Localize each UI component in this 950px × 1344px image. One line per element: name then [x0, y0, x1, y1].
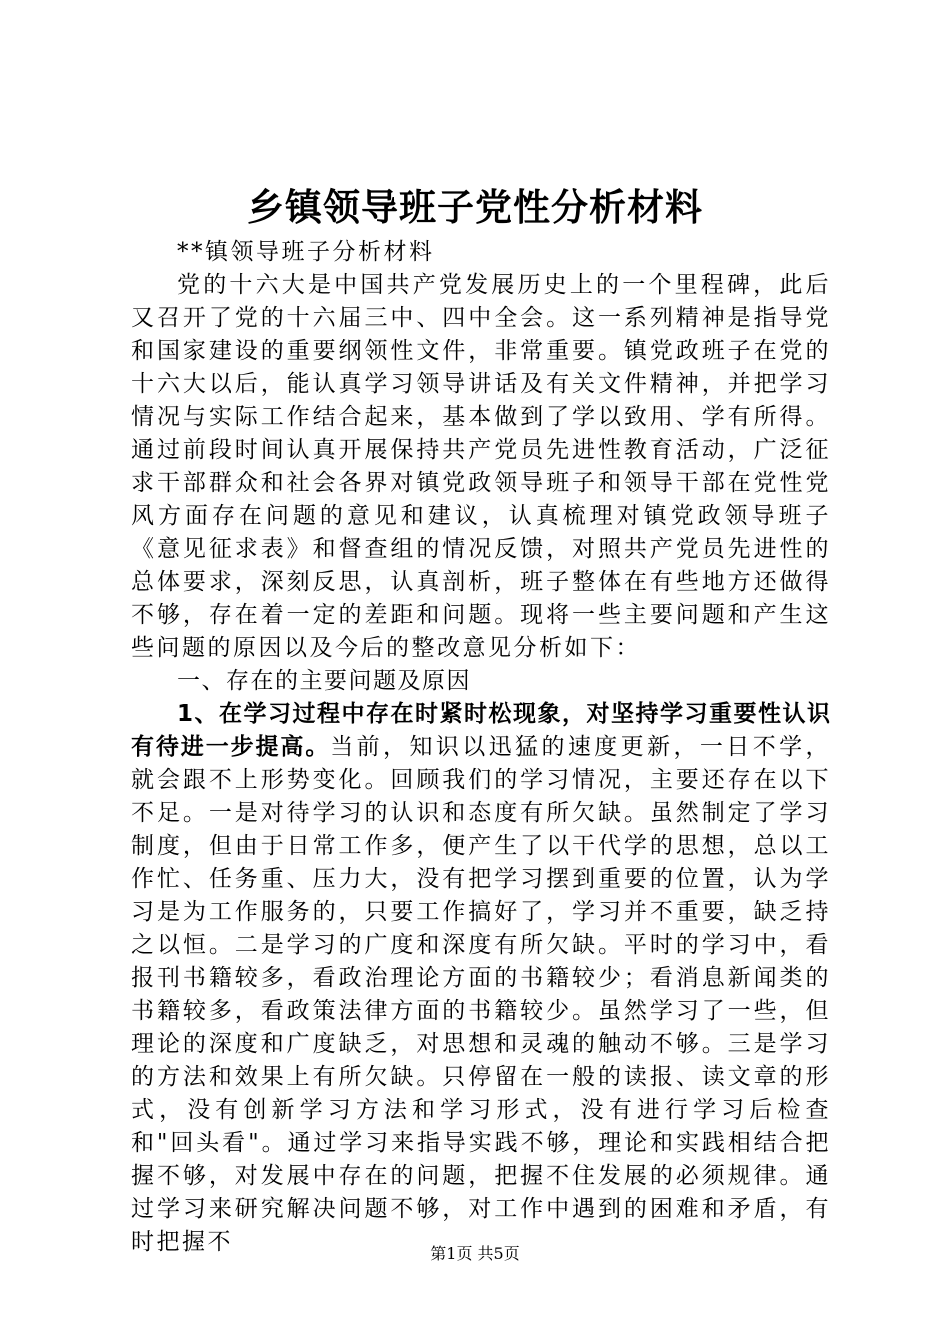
section-heading: 一、存在的主要问题及原因 [177, 668, 471, 694]
document-title: 乡镇领导班子党性分析材料 [247, 185, 703, 229]
item-heading: 1、在学习过程中存在时紧时松现象，对坚持学习重要性认识有待进一步提高。 [131, 701, 831, 760]
item-body: 当前，知识以迅猛的速度更新，一日不学，就会跟不上形势变化。回顾我们的学习情况，主要还存在以下不足。一是对待学习的认识和态度有所欠缺。虽然制定了学习制度，但由于日常工作多，便产生了以干代学的思想，总以工作忙、任务重、压力大，没有把学习摆到重要的位置，认为学习是为工作服务的，只要工作搞好了，学习并不重要，缺乏持之以恒。二是学习的广度和深度有所欠缺。平时的学习中，看报刊书籍较多，看政治理论方面的书籍较少；看消息新闻类的书籍较多，看政策法律方面的书籍较少。虽然学习了一些，但理论的深度和广度缺乏，对思想和灵魂的触动不够。三是学习的方法和效果上有所欠缺。只停留在一般的读报、读文章的形式，没有创新学习方法和学习形式，没有进行学习后检查和"回头看"。通过学习来指导实践不够，理论和实践相结合把握不够，对发展中存在的问题，把握不住发展的必须规律。通过学习来研究解决问题不够，对工作中遇到的困难和矛盾，有时把握不 [131, 734, 832, 1255]
document-subtitle: **镇领导班子分析材料 [177, 239, 435, 265]
document-body [131, 236, 831, 1259]
item-paragraph [131, 698, 831, 1259]
page-footer: 第1页 共5页 [430, 1244, 520, 1263]
intro-paragraph: 党的十六大是中国共产党发展历史上的一个里程碑，此后又召开了党的十六届三中、四中全会。这一系列精神是指导党和国家建设的重要纲领性文件，非常重要。镇党政班子在党的十六大以后，能认真学习领导讲话及有关文件精神，并把学习情况与实际工作结合起来，基本做到了学以致用、学有所得。通过前段时间认真开展保持共产党员先进性教育活动，广泛征求干部群众和社会各界对镇党政领导班子和领导干部在党性党风方面存在问题的意见和建议，认真梳理对镇党政领导班子《意见征求表》和督查组的情况反馈，对照共产党员先进性的总体要求，深刻反思，认真剖析，班子整体在有些地方还做得不够，存在着一定的差距和问题。现将一些主要问题和产生这些问题的原因以及今后的整改意见分析如下： [131, 272, 831, 661]
